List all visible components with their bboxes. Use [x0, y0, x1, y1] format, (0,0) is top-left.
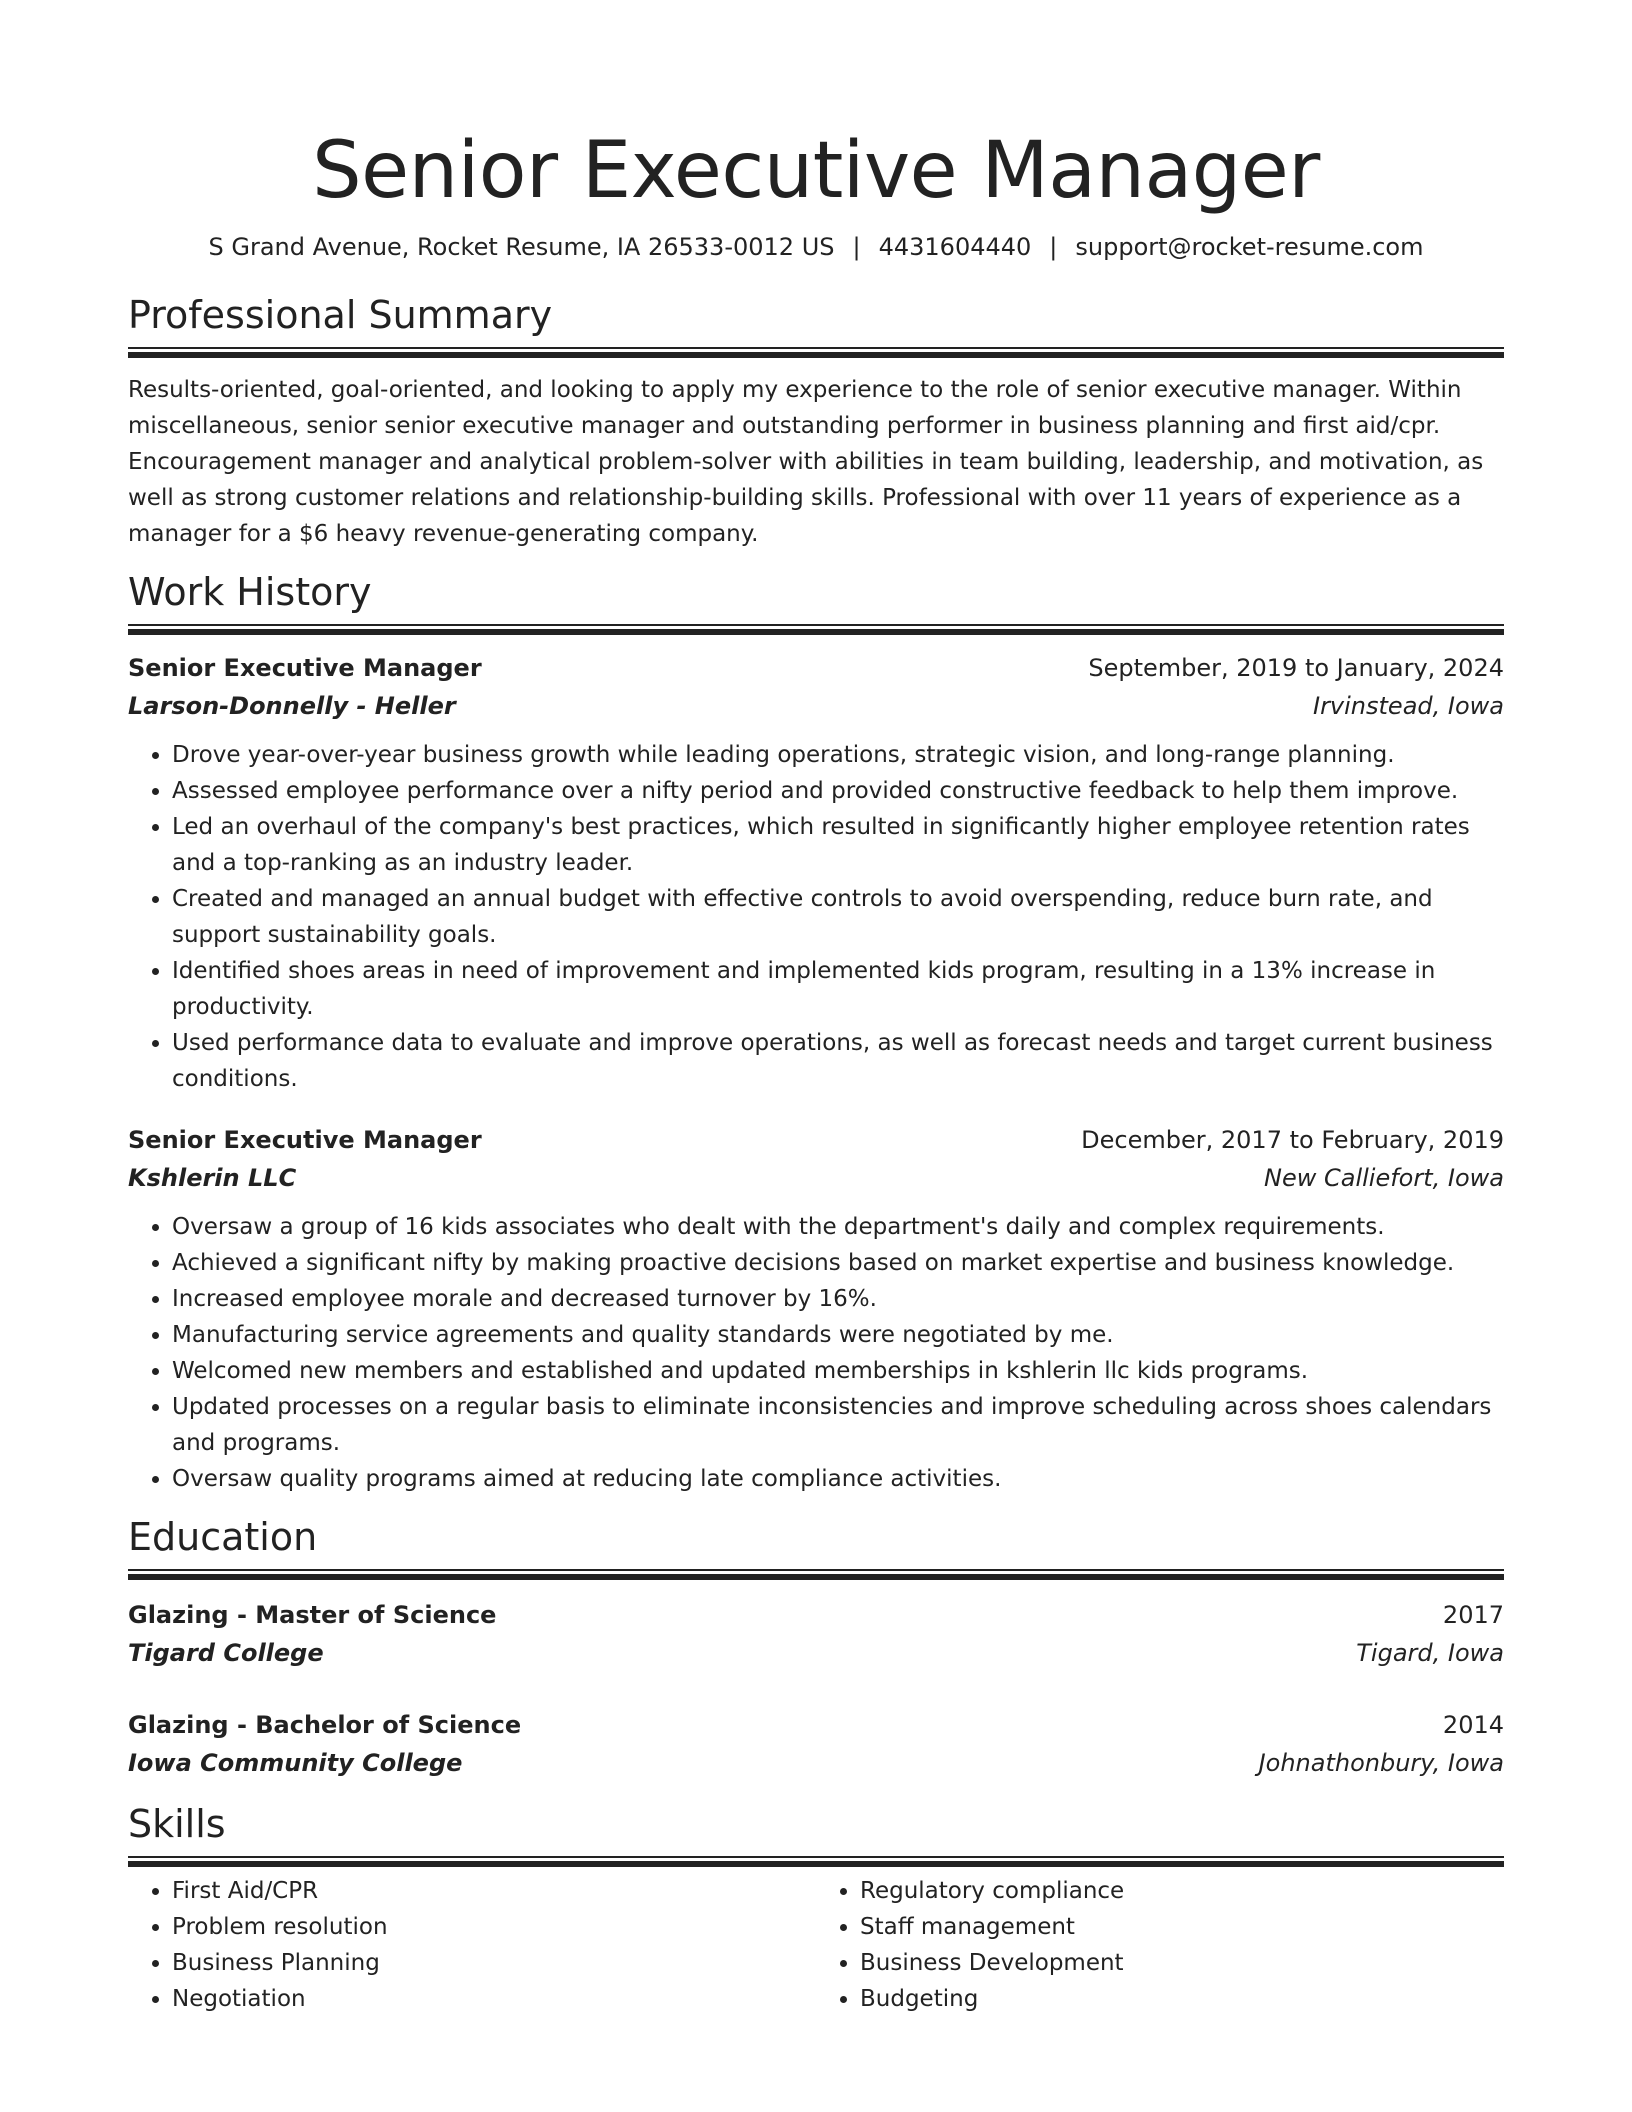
- education-subheader-row: [128, 1634, 1504, 1672]
- contact-separator: |: [852, 233, 861, 261]
- list-item: • Identified shoes areas in need of improvement and implemented kids program, resulting in a 13% increase in productivity.: [172, 953, 1504, 1025]
- school-name: Iowa Community College: [128, 1749, 463, 1777]
- list-item: • Led an overhaul of the company's best practices, which resulted in significantly higher employee retention rates and a top-ranking as an industry leader.: [172, 809, 1504, 881]
- degree-title: Glazing - Bachelor of Science: [128, 1711, 522, 1739]
- job-header-row: [128, 1121, 1504, 1159]
- job-dates: December, 2017 to February, 2019: [1081, 1126, 1504, 1154]
- contact-line: [128, 229, 1504, 265]
- education-header-row: [128, 1706, 1504, 1744]
- skills-section: [128, 1798, 1504, 2017]
- list-item: • Achieved a significant nifty by making proactive decisions based on market expertise and business knowledge.: [172, 1245, 1504, 1281]
- school-location: Johnathonbury, Iowa: [1258, 1749, 1504, 1777]
- job-subheader-row: [128, 1159, 1504, 1197]
- company-name: Kshlerin LLC: [128, 1164, 297, 1192]
- degree-title: Glazing - Master of Science: [128, 1601, 497, 1629]
- list-item: • Welcomed new members and established and updated memberships in kshlerin llc kids programs.: [172, 1353, 1504, 1389]
- list-item: • Problem resolution: [172, 1909, 816, 1945]
- skills-list-left: [128, 1873, 816, 2017]
- list-item: • Updated processes on a regular basis to eliminate inconsistencies and improve scheduling across shoes calendars and programs.: [172, 1389, 1504, 1461]
- section-title-summary: Professional Summary: [128, 293, 553, 337]
- job-location: Irvinstead, Iowa: [1312, 692, 1504, 720]
- job-title: Senior Executive Manager: [128, 654, 482, 682]
- list-item: • Oversaw quality programs aimed at reducing late compliance activities.: [172, 1461, 1504, 1497]
- section-divider: [128, 347, 1504, 358]
- section-divider: [128, 1856, 1504, 1867]
- resume-page: [128, 0, 1504, 2017]
- page-title: Senior Executive Manager: [312, 126, 1320, 216]
- work-section: [128, 566, 1504, 1497]
- contact-separator: |: [1049, 233, 1058, 261]
- list-item: • Oversaw a group of 16 kids associates who dealt with the department's daily and complex requirements.: [172, 1209, 1504, 1245]
- job-subheader-row: [128, 687, 1504, 725]
- graduation-year: 2017: [1442, 1601, 1504, 1629]
- job-title: Senior Executive Manager: [128, 1126, 482, 1154]
- school-name: Tigard College: [128, 1639, 324, 1667]
- list-item: • First Aid/CPR: [172, 1873, 816, 1909]
- section-divider: [128, 1569, 1504, 1580]
- education-entry: [128, 1596, 1504, 1672]
- address-text: S Grand Avenue, Rocket Resume, IA 26533-0012 US: [208, 233, 835, 261]
- phone-text: 4431604440: [878, 233, 1032, 261]
- education-section: [128, 1511, 1504, 1782]
- summary-text: Results-oriented, goal-oriented, and looking to apply my experience to the role of senior executive manager. Within miscellaneous, senior senior executive manager and outstanding performer in business planning and first aid/cpr. Encouragement manager and analytical problem-solver with abilities in team building, leadership, and motivation, as well as strong customer relations and relationship-building skills. Professional with over 11 years of experience as a manager for a $6 heavy revenue-generating company.: [128, 377, 1484, 547]
- graduation-year: 2014: [1442, 1711, 1504, 1739]
- skills-list-right: [816, 1873, 1504, 2017]
- company-name: Larson-Donnelly - Heller: [128, 692, 456, 720]
- section-title-skills: Skills: [128, 1802, 226, 1846]
- list-item: • Increased employee morale and decreased turnover by 16%.: [172, 1281, 1504, 1317]
- list-item: • Created and managed an annual budget with effective controls to avoid overspending, reduce burn rate, and support sustainability goals.: [172, 881, 1504, 953]
- job-dates: September, 2019 to January, 2024: [1088, 654, 1504, 682]
- list-item: • Drove year-over-year business growth while leading operations, strategic vision, and long-range planning.: [172, 737, 1504, 773]
- list-item: • Regulatory compliance: [860, 1873, 1504, 1909]
- job-bullets: [128, 737, 1504, 1097]
- job-entry: [128, 1121, 1504, 1497]
- skills-columns: [128, 1873, 1504, 2017]
- list-item: • Used performance data to evaluate and improve operations, as well as forecast needs and target current business conditions.: [172, 1025, 1504, 1097]
- list-item: • Manufacturing service agreements and quality standards were negotiated by me.: [172, 1317, 1504, 1353]
- job-entry: [128, 649, 1504, 1097]
- list-item: • Staff management: [860, 1909, 1504, 1945]
- education-header-row: [128, 1596, 1504, 1634]
- section-divider: [128, 624, 1504, 635]
- education-subheader-row: [128, 1744, 1504, 1782]
- job-header-row: [128, 649, 1504, 687]
- list-item: • Budgeting: [860, 1981, 1504, 2017]
- summary-section: [128, 289, 1504, 552]
- list-item: • Business Development: [860, 1945, 1504, 1981]
- list-item: • Business Planning: [172, 1945, 816, 1981]
- section-title-education: Education: [128, 1515, 318, 1559]
- email-link[interactable]: support@rocket-resume.com: [1075, 233, 1424, 261]
- education-entry: [128, 1706, 1504, 1782]
- section-title-work: Work History: [128, 570, 372, 614]
- list-item: • Assessed employee performance over a nifty period and provided constructive feedback to help them improve.: [172, 773, 1504, 809]
- school-location: Tigard, Iowa: [1356, 1639, 1504, 1667]
- job-bullets: [128, 1209, 1504, 1497]
- list-item: • Negotiation: [172, 1981, 816, 2017]
- job-location: New Calliefort, Iowa: [1264, 1164, 1504, 1192]
